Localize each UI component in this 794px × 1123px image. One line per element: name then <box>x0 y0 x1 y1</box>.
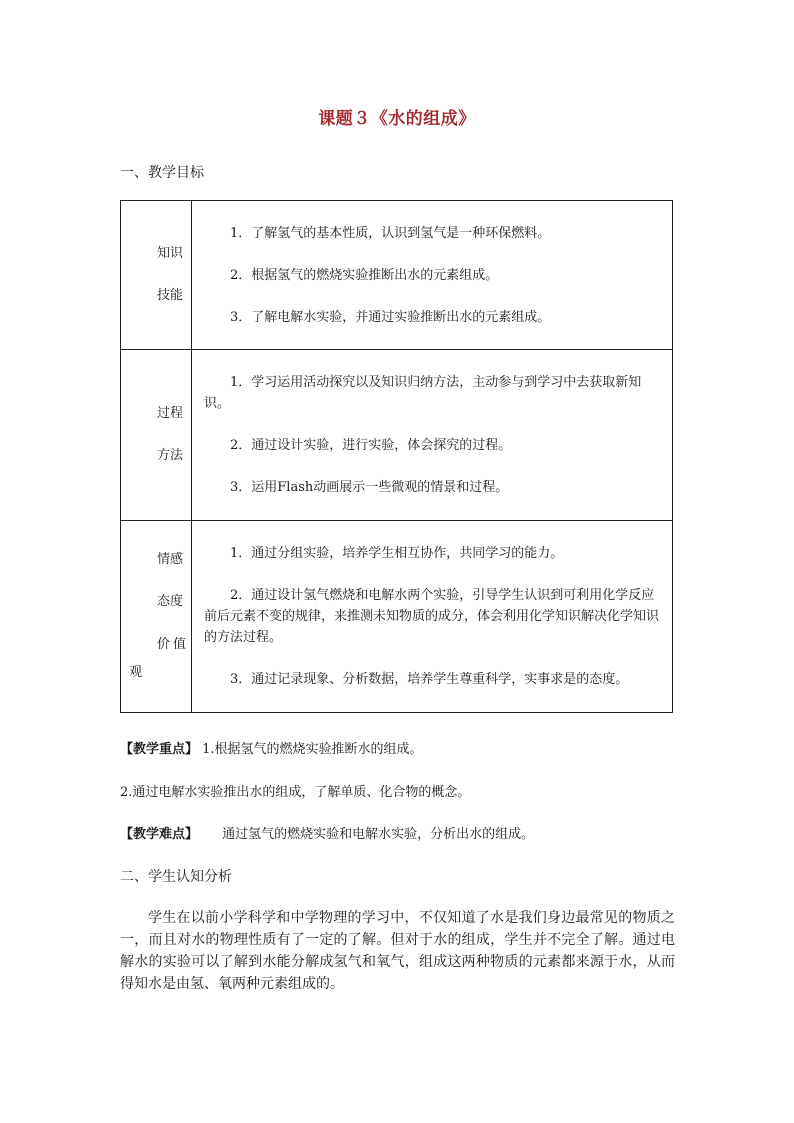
goal-item: 3．通过记录现象、分析数据，培养学生尊重科学，实事求是的态度。 <box>230 672 629 687</box>
goal-item: 1．了解氢气的基本性质，认识到氢气是一种环保燃料。 <box>230 225 551 241</box>
goal-item: 3．运用Flash动画展示一些微观的情景和过程。 <box>230 480 509 495</box>
row-label-knowledge <box>121 201 192 350</box>
row-label-line: 知识 <box>157 245 184 261</box>
section-heading-analysis: 二、学生认知分析 <box>120 869 232 885</box>
key-points-line <box>120 738 423 757</box>
goal-item: 1．通过分组实验，培养学生相互协作，共同学习的能力。 <box>230 546 564 561</box>
teaching-goals-table <box>120 200 673 713</box>
table-row-attitude <box>121 521 673 713</box>
row-content-attitude <box>192 521 673 713</box>
key-points-line-2: 2.通过电解水实验推出水的组成，了解单质、化合物的概念。 <box>120 785 471 800</box>
goal-item: 1．学习运用活动探究以及知识归纳方法，主动参与到学习中去获取新知识。 <box>204 375 642 411</box>
difficult-points-label: 【教学难点】 <box>120 827 199 842</box>
goal-item: 2．根据氢气的燃烧实验推断出水的元素组成。 <box>230 267 499 283</box>
row-label-line: 技能 <box>157 288 184 303</box>
table-row-process <box>121 350 673 521</box>
key-points-text: 1.根据氢气的燃烧实验推断水的组成。 <box>202 742 423 757</box>
row-content-process <box>192 350 673 521</box>
key-points-label: 【教学重点】 <box>120 742 199 757</box>
page-title: 课题３《水的组成》 <box>318 109 476 129</box>
row-label-attitude <box>121 521 192 713</box>
row-label-line: 过程 <box>157 405 184 421</box>
row-label-line: 情感 <box>157 551 184 567</box>
section-heading-goals: 一、教学目标 <box>120 165 204 181</box>
goal-item: 3．了解电解水实验，并通过实验推断出水的元素组成。 <box>230 309 551 325</box>
row-label-line: 态度 <box>157 594 184 610</box>
row-label-line: 观 <box>129 664 143 680</box>
difficult-points-line <box>120 823 534 842</box>
cognitive-analysis-paragraph: 学生在以前小学科学和中学物理的学习中，不仅知道了水是我们身边最常见的物质之一，而且对水的物理性质有了一定的了解。但对于水的组成，学生并不完全了解。通过电解水的实验可以了解到水能分解成氢气和氧气，组成这两种物质的元素都来源于水，从而得知水是由氢、氧两种元素组成的。 <box>120 910 675 992</box>
goal-item: 2．通过设计氢气燃烧和电解水两个实验，引导学生认识到可利用化学反应前后元素不变的规律，来推测未知物质的成分，体会利用化学知识解决化学知识的方法过程。 <box>204 588 660 645</box>
difficult-points-text: 通过氢气的燃烧实验和电解水实验，分析出水的组成。 <box>222 827 535 842</box>
row-label-process <box>121 350 192 521</box>
table-row-knowledge <box>121 201 673 350</box>
row-label-line: 方法 <box>157 448 184 463</box>
row-content-knowledge <box>192 201 673 350</box>
goal-item: 2．通过设计实验，进行实验，体会探究的过程。 <box>230 438 512 453</box>
row-label-line: 价值 <box>157 636 190 652</box>
